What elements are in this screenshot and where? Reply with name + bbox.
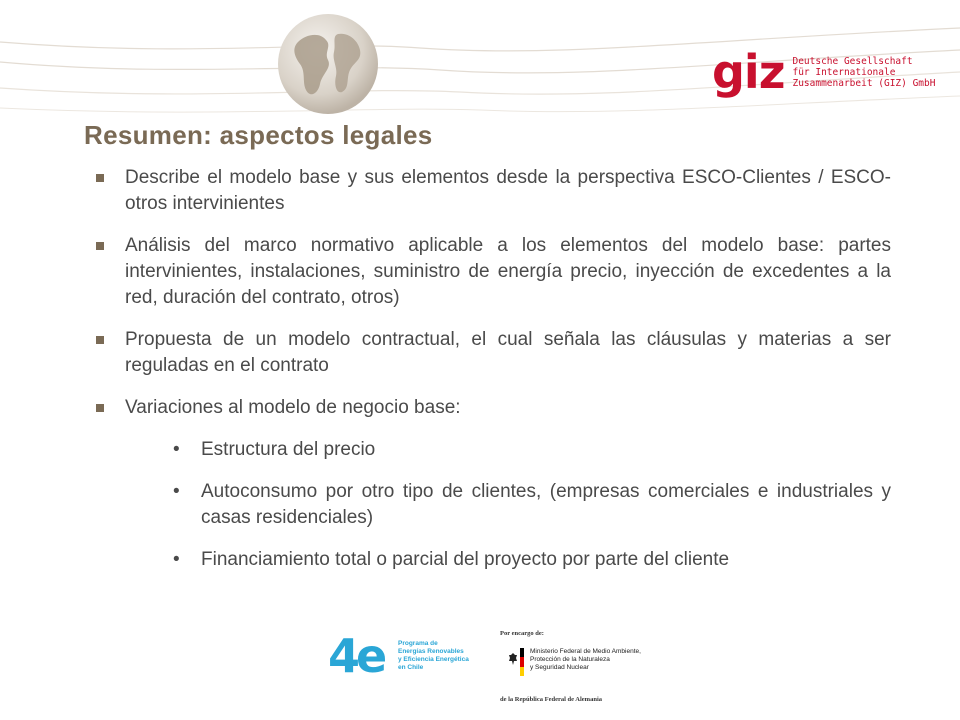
- logo-4e-mark: [328, 628, 392, 684]
- giz-org-name: [792, 56, 935, 89]
- sub-bullet-item: [96, 547, 891, 573]
- square-bullet-icon: [96, 242, 104, 250]
- republic-text: de la República Federal de Alemania: [500, 696, 603, 703]
- square-bullet-icon: [96, 404, 104, 412]
- giz-logo: [712, 45, 936, 100]
- sponsor-logo: [500, 630, 700, 710]
- bullet-text: Describe el modelo base y sus elementos desde la perspectiva ESCO-Clientes / ESCO-otros intervinientes: [125, 167, 891, 214]
- sub-bullet-text: Autoconsumo por otro tipo de clientes, (empresas comerciales e industriales y casas residenciales): [201, 481, 891, 528]
- giz-org-line: Deutsche Gesellschaft: [792, 56, 913, 67]
- logo-4e: [328, 628, 468, 684]
- logo-4e-text: Programa de Energías Renovables y Eficiencia Energética en Chile: [398, 640, 469, 671]
- bullet-text: Variaciones al modelo de negocio base:: [125, 397, 461, 418]
- square-bullet-icon: [96, 174, 104, 182]
- sub-bullet-item: [96, 437, 891, 463]
- square-bullet-icon: [96, 336, 104, 344]
- sub-bullet-text: Estructura del precio: [201, 439, 376, 460]
- bullet-item: [96, 165, 891, 217]
- giz-org-line: Zusammenarbeit (GIZ) GmbH: [792, 78, 936, 89]
- dot-bullet-icon: •: [173, 481, 180, 502]
- ministry-name: Ministerio Federal de Medio Ambiente, Protección de la Naturaleza y Seguridad Nuclear: [530, 648, 641, 671]
- por-encargo-text: Por encargo de:: [500, 630, 544, 637]
- bullet-item: [96, 327, 891, 379]
- slide-content: [96, 165, 891, 589]
- globe-icon: [276, 12, 380, 116]
- german-flag-icon: [520, 648, 524, 676]
- sub-bullet-text: Financiamiento total o parcial del proyecto por parte del cliente: [201, 549, 730, 570]
- bullet-text: Análisis del marco normativo aplicable a los elementos del modelo base: partes intervinientes, instalaciones, suministro de energía precio, inyección de excedentes a la red, duración del contrato, otros): [125, 235, 891, 308]
- bullet-item: [96, 395, 891, 421]
- slide-title: Resumen: aspectos legales: [84, 120, 433, 150]
- dot-bullet-icon: •: [173, 439, 180, 460]
- bullet-item: [96, 233, 891, 311]
- svg-text:4e: 4e: [328, 629, 384, 683]
- giz-org-line: für Internationale: [792, 67, 896, 78]
- sub-bullet-item: [96, 479, 891, 531]
- giz-logo-mark: giz: [712, 45, 785, 99]
- bullet-text: Propuesta de un modelo contractual, el cual señala las cláusulas y materias a ser reguladas en el contrato: [125, 329, 891, 376]
- dot-bullet-icon: •: [173, 549, 180, 570]
- eagle-icon: [508, 652, 518, 666]
